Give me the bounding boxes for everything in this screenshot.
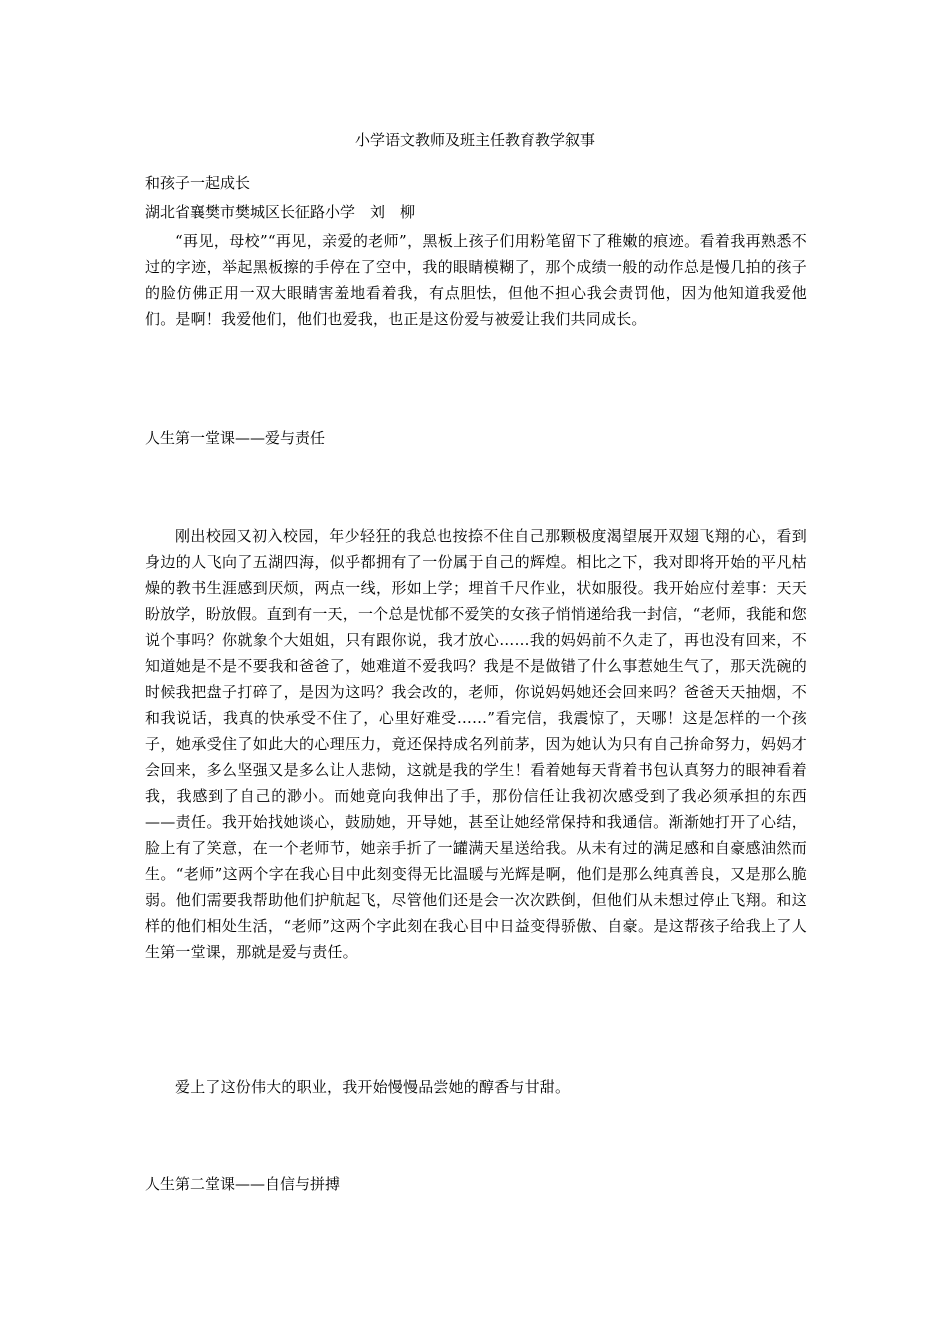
transition-paragraph: 爱上了这份伟大的职业，我开始慢慢品尝她的醇香与甘甜。: [175, 1078, 571, 1096]
document-title: 小学语文教师及班主任教育教学叙事: [354, 131, 595, 149]
section-heading-2: 人生第二堂课——自信与拼搏: [145, 1175, 341, 1193]
section-1-paragraph: 刚出校园又初入校园，年少轻狂的我总也按捺不住自己那颗极度渴望展开双翅飞翔的心，看到身边的人飞向了五湖四海，似乎都拥有了一份属于自己的辉煌。相比之下，我对即将开始的平凡枯燥的教书生涯感到厌烦，两点一线，形如上学；埋首千尺作业，状如服役。我开始应付差事：天天盼放学，盼放假。直到有一天，一个总是忧郁不爱笑的女孩子悄悄递给我一封信，“老师，我能和您说个事吗？你就象个大姐姐，只有跟你说，我才放心……我的妈妈前不久走了，再也没有回来，不知道她是不是不要我和爸爸了，她难道不爱我吗？我是不是做错了什么事惹她生气了，那天洗碗的时候我把盘子打碎了，是因为这吗？我会改的，老师，你说妈妈她还会回来吗？爸爸天天抽烟，不和我说话，我真的快承受不住了，心里好难受……”看完信，我震惊了，天哪！这是怎样的一个孩子，她承受住了如此大的心理压力，竟还保持成名列前茅，因为她认为只有自己拚命努力，妈妈才会回来，多么坚强又是多么让人悲恸，这就是我的学生！看着她每天背着书包认真努力的眼神看着我，我感到了自己的渺小。而她竟向我伸出了手，那份信任让我初次感受到了我必须承担的东西——责任。我开始找她谈心，鼓励她，开导她，甚至让她经常保持和我通信。渐渐她打开了心结，脸上有了笑意，在一个老师节，她亲手折了一罐满天星送给我。从未有过的满足感和自豪感油然而生。“老师”这两个字在我心目中此刻变得无比温暖与光辉是啊，他们是那么纯真善良，又是那么脆弱。他们需要我帮助他们护航起飞，尽管他们还是会一次次跌倒，但他们从未想过停止飞翔。和这样的他们相处生活，“老师”这两个字此刻在我心目中日益变得骄傲、自豪。是这帮孩子给我上了人生第一堂课，那就是爱与责任。: [145, 527, 807, 961]
intro-paragraph: “再见，母校”“再见，亲爱的老师”，黑板上孩子们用粉笔留下了稚嫩的痕迹。看着我再熟悉不过的字迹，举起黑板擦的手停在了空中，我的眼睛模糊了，那个成绩一般的动作总是慢几拍的孩子的脸仿佛正用一双大眼睛害羞地看着我，有点胆怯，但他不担心我会责罚他，因为他知道我爱他们。是啊！我爱他们，他们也爱我，也正是这份爱与被爱让我们共同成长。: [145, 232, 807, 328]
section-heading-1: 人生第一堂课——爱与责任: [145, 429, 326, 447]
author-line: 湖北省襄樊市樊城区长征路小学 刘 柳: [145, 203, 416, 221]
article-subtitle: 和孩子一起成长: [145, 174, 251, 192]
